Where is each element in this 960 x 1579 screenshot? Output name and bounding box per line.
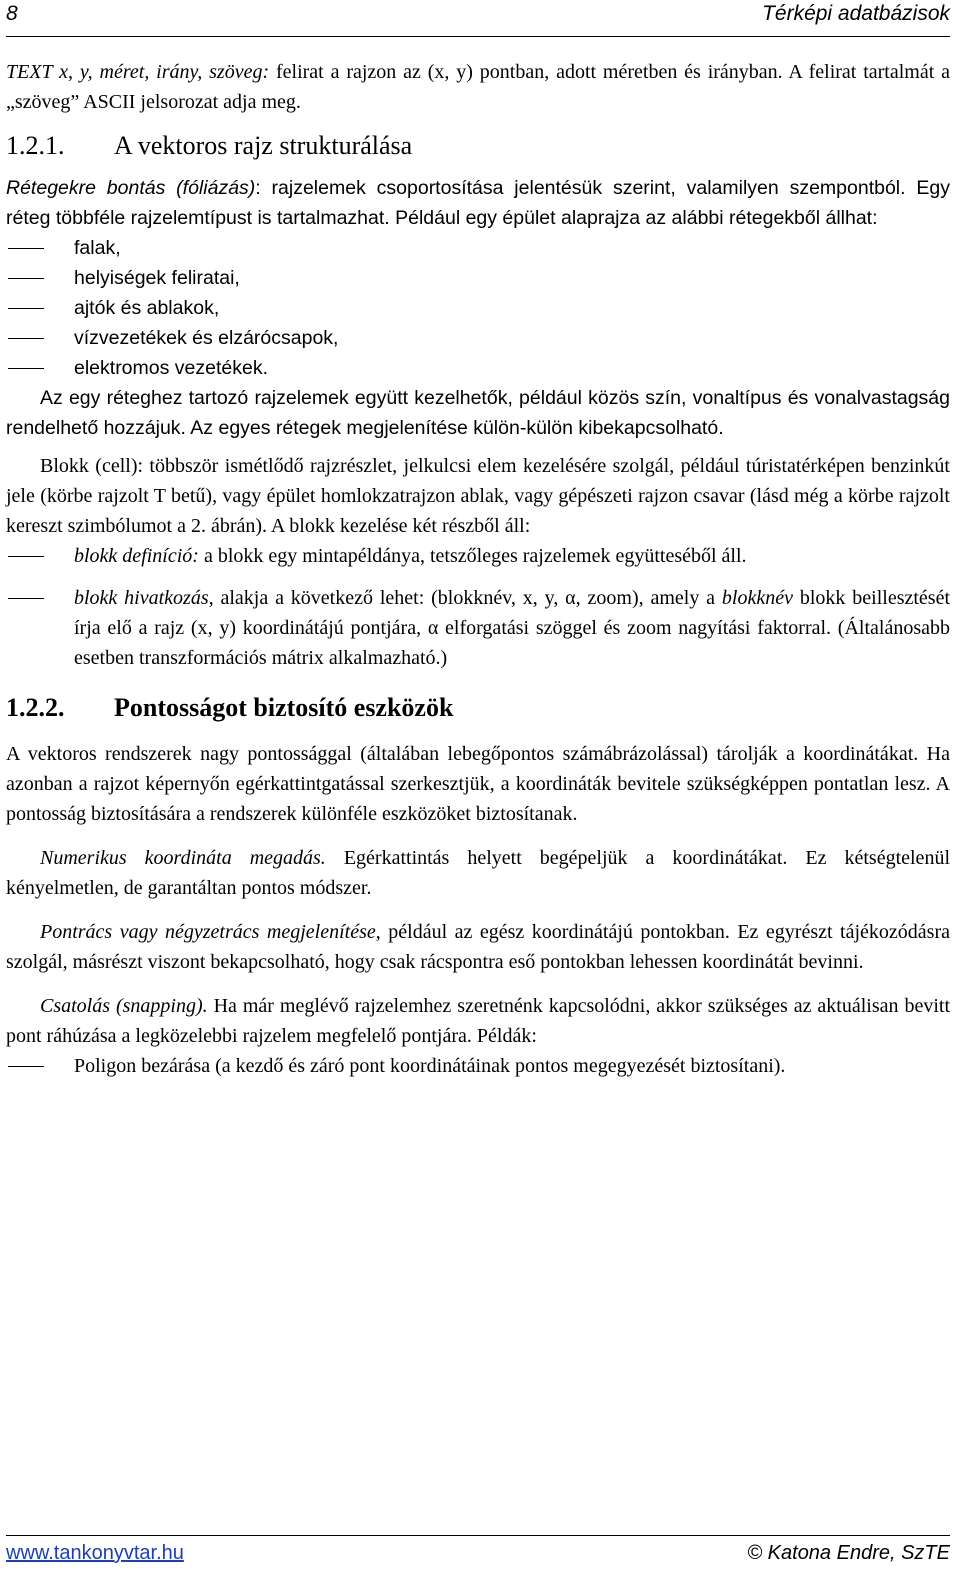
- list-item: helyiségek feliratai,: [6, 263, 950, 293]
- block-definition-term: blokk definíció:: [74, 545, 199, 567]
- page-footer: [6, 1535, 950, 1576]
- block-reference-text-b: blokk beillesztését írja elő a rajz (x, y) koordinátájú pontjára, α elforgatási szöggel és zoom nagyítási faktorral. (Általánosabb esetben transzformációs mátrix alkalmazható.): [74, 587, 951, 669]
- list-item: vízvezetékek és elzárócsapok,: [6, 323, 950, 353]
- block-reference-text-a: alakja a következő lehet: (blokknév, x, y, α, zoom), amely a: [213, 587, 722, 609]
- layer-list: [6, 233, 950, 383]
- intro-term: TEXT x, y, méret, irány, szöveg:: [6, 61, 270, 83]
- section-number: 1.2.2.: [6, 693, 65, 722]
- grid-paragraph: [6, 917, 950, 977]
- list-item: elektromos vezetékek.: [6, 353, 950, 383]
- example-list: [6, 1051, 950, 1081]
- section-heading-1-2-1: [6, 129, 950, 163]
- block-definition-text: a blokk egy mintapéldánya, tetszőleges rajzelemek együtteséből áll.: [198, 545, 747, 567]
- layers-note-paragraph: Az egy réteghez tartozó rajzelemek együtt kezelhetők, például közös szín, vonaltípus és vonalvastagság rendelhető hozzájuk. Az egyes rétegek megjelenítése külön-külön kibekapcsolható.: [6, 387, 950, 439]
- list-item: [6, 541, 950, 571]
- copyright-author: © Katona Endre, SzTE: [747, 1542, 950, 1564]
- numeric-paragraph: [6, 843, 950, 903]
- grid-term: Pontrács vagy négyzetrács megjelenítése: [40, 921, 376, 943]
- numeric-text: Egérkattintás helyett begépeljük a koordinátákat. Ez kétségtelenül kényelmetlen, de garantáltan pontos módszer.: [6, 847, 950, 899]
- block-name-term: blokknév: [721, 587, 793, 609]
- numeric-term: Numerikus koordináta megadás.: [40, 847, 326, 869]
- website-link[interactable]: www.tankonyvtar.hu: [6, 1542, 184, 1564]
- precision-paragraph: A vektoros rendszerek nagy pontossággal (általában lebegőpontos számábrázolással) tárolják a koordinátákat. Ha azonban a rajzot képernyőn egérkattintgatással szerkesztjük, a koordináták bevitele szükségképpen pontatlan lesz. A pontosság biztosítására a rendszerek különféle eszközöket biztosítanak.: [6, 743, 950, 825]
- section-title: Pontosságot biztosító eszközök: [114, 693, 454, 722]
- layers-paragraph: [6, 173, 950, 233]
- list-item: ajtók és ablakok,: [6, 293, 950, 323]
- intro-text: felirat a rajzon az (x, y) pontban, adott méretben és irányban. A felirat tartalmát a „szöveg” ASCII jelsorozat adja meg.: [6, 61, 951, 113]
- snapping-paragraph: [6, 991, 950, 1051]
- block-paragraph: Blokk (cell): többször ismétlődő rajzrészlet, jelkulcsi elem kezelésére szolgál, például túristatérképen benzinkút jele (körbe rajzolt T betű), vagy épület homlokzatrajzon ablak, vagy gépészeti rajzon csavar (lásd még a körbe rajzolt kereszt szimbólumot a 2. ábrán). A blokk kezelése két részből áll:: [6, 455, 950, 537]
- block-list: [6, 541, 950, 673]
- section-heading-1-2-2: [6, 691, 950, 725]
- book-title: Térképi adatbázisok: [762, 2, 950, 25]
- list-item: Poligon bezárása (a kezdő és záró pont koordinátáinak pontos megegyezését biztosítani).: [6, 1051, 950, 1081]
- block-reference-term: blokk hivatkozás,: [74, 587, 214, 609]
- list-item: [6, 583, 950, 673]
- grid-text: , például az egész koordinátájú pontokban. Ez egyrészt tájékozódásra szolgál, másrészt viszont bekapcsolható, hogy csak rácspontra eső pontokban lehessen koordinátát bevinni.: [6, 921, 951, 973]
- page-content: [6, 57, 950, 1081]
- section-number: 1.2.1.: [6, 131, 65, 160]
- snapping-text: Ha már meglévő rajzelemhez szeretnénk kapcsolódni, akkor szükséges az aktuálisan bevitt pont ráhúzása a legközelebbi rajzelem megfelelő pontjára. Példák:: [6, 995, 951, 1047]
- layers-term: Rétegekre bontás (fóliázás): [6, 177, 256, 199]
- snapping-term: Csatolás (snapping).: [40, 995, 208, 1017]
- section-title: A vektoros rajz strukturálása: [114, 131, 413, 160]
- page-number: 8: [6, 2, 18, 25]
- list-item: falak,: [6, 233, 950, 263]
- layers-text: : rajzelemek csoportosítása jelentésük szerint, valamilyen szempontból. Egy réteg többféle rajzelemtípust is tartalmazhat. Például egy épület alaprajza az alábbi rétegekből állhat:: [6, 177, 950, 229]
- intro-paragraph: [6, 57, 950, 117]
- page-header: [6, 0, 950, 37]
